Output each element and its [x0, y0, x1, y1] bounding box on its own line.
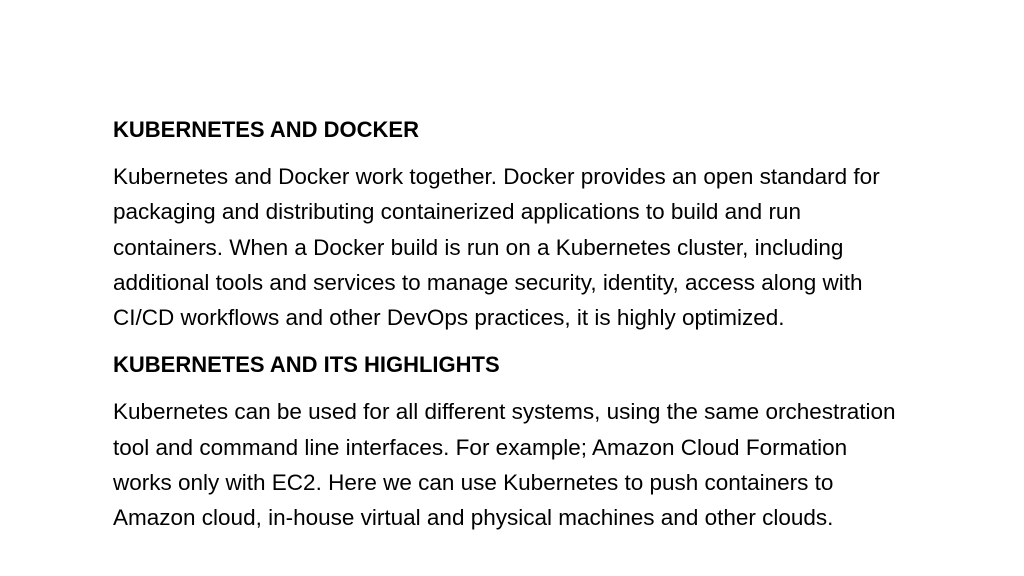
- paragraph-line: CI/CD workflows and other DevOps practices, it is highly optimized.: [113, 305, 785, 331]
- section-heading-kubernetes-highlights: KUBERNETES AND ITS HIGHLIGHTS: [113, 352, 500, 378]
- paragraph-line: additional tools and services to manage security, identity, access along with: [113, 269, 863, 295]
- document-body: [113, 116, 1013, 552]
- paragraph-line: packaging and distributing containerized applications to build and run: [113, 199, 801, 225]
- paragraph-line: tool and command line interfaces. For example; Amazon Cloud Formation: [113, 434, 848, 460]
- paragraph-line: works only with EC2. Here we can use Kubernetes to push containers to: [113, 470, 834, 496]
- paragraph-line: Kubernetes can be used for all different systems, using the same orchestration: [113, 399, 896, 425]
- paragraph-line: Kubernetes and Docker work together. Docker provides an open standard for: [113, 164, 880, 189]
- paragraph-line: containers. When a Docker build is run on a Kubernetes cluster, including: [113, 234, 844, 260]
- paragraph-line: Amazon cloud, in-house virtual and physical machines and other clouds.: [113, 505, 834, 531]
- section-paragraph-kubernetes-highlights: [113, 394, 1013, 535]
- section-paragraph-kubernetes-and-docker: [113, 159, 1013, 335]
- section-heading-kubernetes-and-docker: KUBERNETES AND DOCKER: [113, 117, 419, 142]
